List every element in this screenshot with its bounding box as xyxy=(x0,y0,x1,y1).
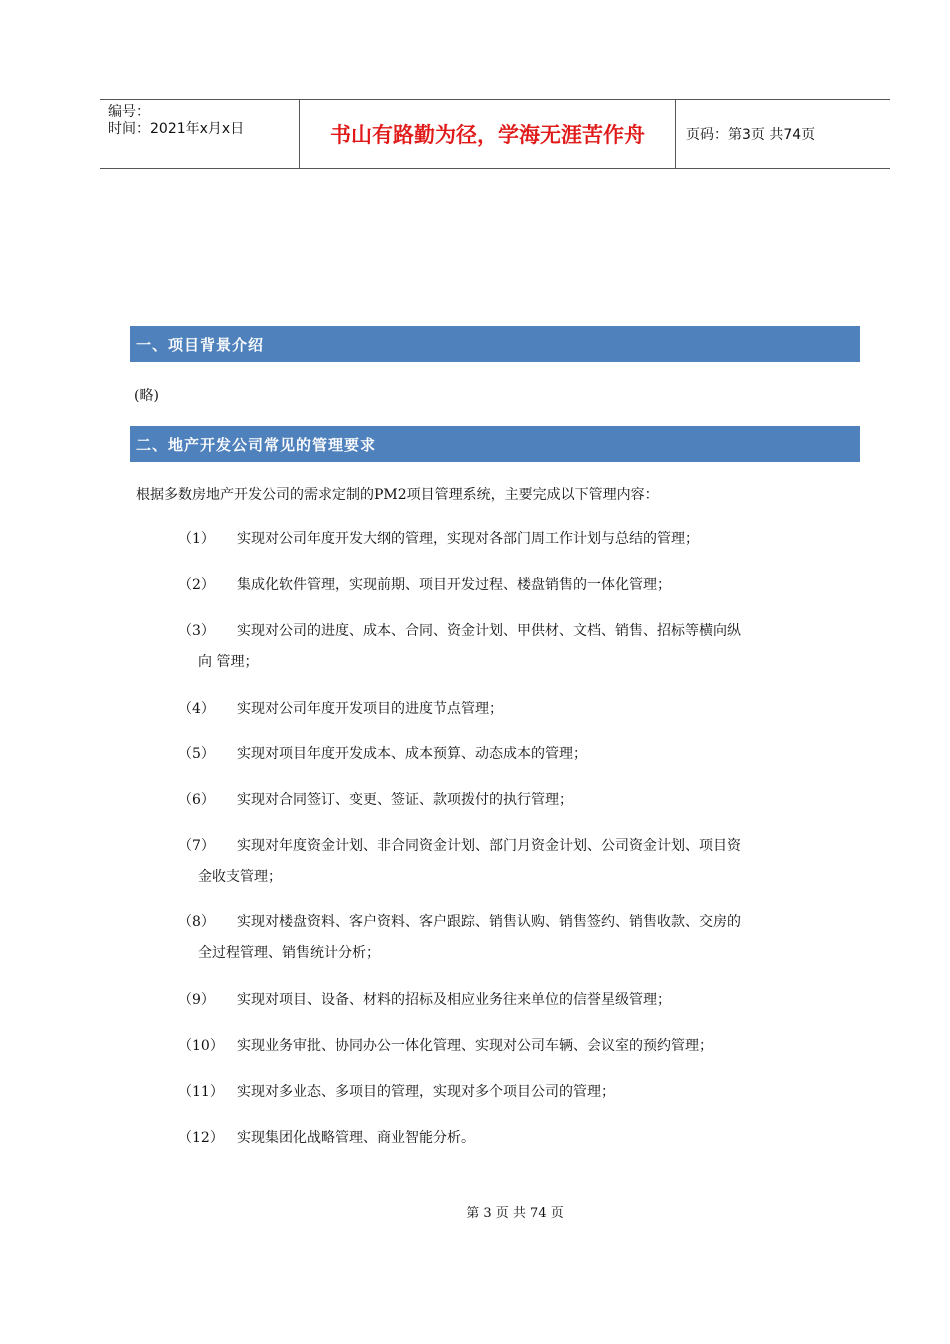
list-item-number: （1） xyxy=(178,531,215,547)
list-item-text: 实现对楼盘资料、客户资料、客户跟踪、销售认购、销售签约、销售收款、交房的 xyxy=(237,914,741,930)
background-text: (略) xyxy=(134,388,159,404)
list-item-number: （6） xyxy=(178,792,215,808)
list-item-text: 实现对项目年度开发成本、成本预算、动态成本的管理； xyxy=(237,746,587,762)
list-item xyxy=(178,785,868,816)
list-item xyxy=(178,524,868,555)
list-item-text: 实现对年度资金计划、非合同资金计划、部门月资金计划、公司资金计划、项目资 xyxy=(237,838,741,854)
list-item-number: （3） xyxy=(178,623,215,639)
list-item xyxy=(178,985,868,1016)
list-item-text: 实现对项目、设备、材料的招标及相应业务往来单位的信誉星级管理； xyxy=(237,992,671,1008)
list-item-text: 实现对合同签订、变更、签证、款项拨付的执行管理； xyxy=(237,792,573,808)
list-item-text: 实现集团化战略管理、商业智能分析。 xyxy=(237,1130,475,1146)
list-item-continuation: 金收支管理； xyxy=(198,869,282,885)
header-meta xyxy=(100,100,300,168)
section-heading-background: 一、项目背景介绍 xyxy=(130,326,860,362)
number-label: 编号： xyxy=(108,104,150,120)
list-item xyxy=(178,1031,868,1062)
list-item xyxy=(178,1077,868,1108)
list-item-text: 集成化软件管理，实现前期、项目开发过程、楼盘销售的一体化管理； xyxy=(237,577,671,593)
list-item-number: （10） xyxy=(178,1038,224,1054)
list-item-number: （2） xyxy=(178,577,215,593)
list-item-text: 实现对公司年度开发大纲的管理，实现对各部门周工作计划与总结的管理； xyxy=(237,531,699,547)
list-item-number: （5） xyxy=(178,746,215,762)
list-item-number: （9） xyxy=(178,992,215,1008)
intro-paragraph: 根据多数房地产开发公司的需求定制的PM2项目管理系统，主要完成以下管理内容： xyxy=(136,487,659,503)
page-header xyxy=(100,99,890,169)
list-item-continuation: 向 管理； xyxy=(198,654,259,670)
page-footer: 第 3 页 共 74 页 xyxy=(466,1206,564,1221)
list-item xyxy=(178,739,868,770)
list-item xyxy=(178,1123,868,1154)
list-item-text: 实现对公司年度开发项目的进度节点管理； xyxy=(237,701,503,717)
list-item-number: （11） xyxy=(178,1084,224,1100)
list-item-number: （12） xyxy=(178,1130,224,1146)
list-item-continuation: 全过程管理、销售统计分析； xyxy=(198,945,380,961)
list-item-text: 实现对多业态、多项目的管理，实现对多个项目公司的管理； xyxy=(237,1084,615,1100)
header-page-label: 页码：第3页 共74页 xyxy=(686,127,816,143)
list-item-number: （7） xyxy=(178,838,215,854)
list-item xyxy=(178,570,868,601)
list-item xyxy=(178,694,868,725)
list-item xyxy=(178,907,868,969)
section-heading-requirements: 二、地产开发公司常见的管理要求 xyxy=(130,426,860,462)
header-motto: 书山有路勤为径，学海无涯苦作舟 xyxy=(300,100,676,168)
list-item-text: 实现业务审批、协同办公一体化管理、实现对公司车辆、会议室的预约管理； xyxy=(237,1038,713,1054)
list-item-number: （4） xyxy=(178,701,215,717)
list-item-text: 实现对公司的进度、成本、合同、资金计划、甲供材、文档、销售、招标等横向纵 xyxy=(237,623,741,639)
list-item xyxy=(178,616,868,678)
list-item xyxy=(178,831,868,893)
time-label: 时间：2021年x月x日 xyxy=(108,121,245,137)
list-item-number: （8） xyxy=(178,914,215,930)
